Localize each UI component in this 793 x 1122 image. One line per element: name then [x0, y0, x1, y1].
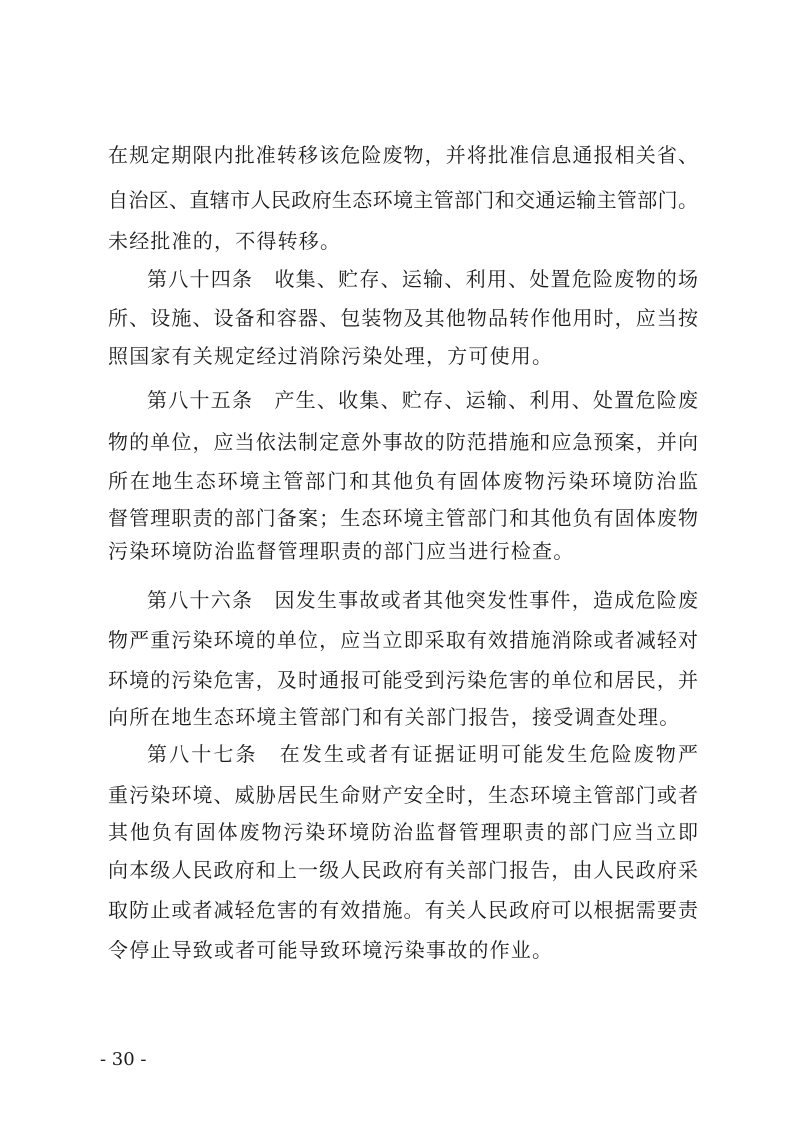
text-line: 取防止或者减轻危害的有效措施。有关人民政府可以根据需要责 [108, 898, 698, 922]
page-number: - 30 - [100, 1049, 147, 1070]
text-line: 未经批准的，不得转移。 [108, 229, 342, 253]
text-line: 环境的污染危害，及时通报可能受到污染危害的单位和居民，并 [108, 668, 698, 692]
text-line: 所在地生态环境主管部门和其他负有固体废物污染环境防治监 [108, 469, 698, 493]
text-line: 第八十六条 因发生事故或者其他突发性事件，造成危险废 [147, 588, 698, 612]
text-line: 自治区、直辖市人民政府生态环境主管部门和交通运输主管部门。 [108, 188, 698, 212]
text-line: 令停止导致或者可能导致环境污染事故的作业。 [108, 938, 554, 962]
text-line: 重污染环境、威胁居民生命财产安全时，生态环境主管部门或者 [108, 783, 698, 807]
text-line: 第八十七条 在发生或者有证据证明可能发生危险废物严 [147, 742, 698, 766]
text-line: 其他负有固体废物污染环境防治监督管理职责的部门应当立即 [108, 820, 698, 844]
text-line: 物严重污染环境的单位，应当立即采取有效措施消除或者减轻对 [108, 628, 698, 652]
text-line: 向所在地生态环境主管部门和有关部门报告，接受调查处理。 [108, 705, 681, 729]
text-line: 第八十五条 产生、收集、贮存、运输、利用、处置危险废 [147, 388, 698, 412]
text-line: 在规定期限内批准转移该危险废物，并将批准信息通报相关省、 [108, 143, 698, 167]
text-line: 督管理职责的部门备案；生态环境主管部门和其他负有固体废物 [108, 506, 698, 530]
text-line: 物的单位，应当依法制定意外事故的防范措施和应急预案，并向 [108, 430, 698, 454]
text-line: 所、设施、设备和容器、包装物及其他物品转作他用时，应当按 [108, 306, 698, 330]
text-line: 第八十四条 收集、贮存、运输、利用、处置危险废物的场 [147, 267, 698, 291]
text-line: 向本级人民政府和上一级人民政府有关部门报告，由人民政府采 [108, 858, 698, 882]
text-line: 照国家有关规定经过消除污染处理，方可使用。 [108, 344, 554, 368]
text-line: 污染环境防治监督管理职责的部门应当进行检查。 [108, 539, 575, 563]
